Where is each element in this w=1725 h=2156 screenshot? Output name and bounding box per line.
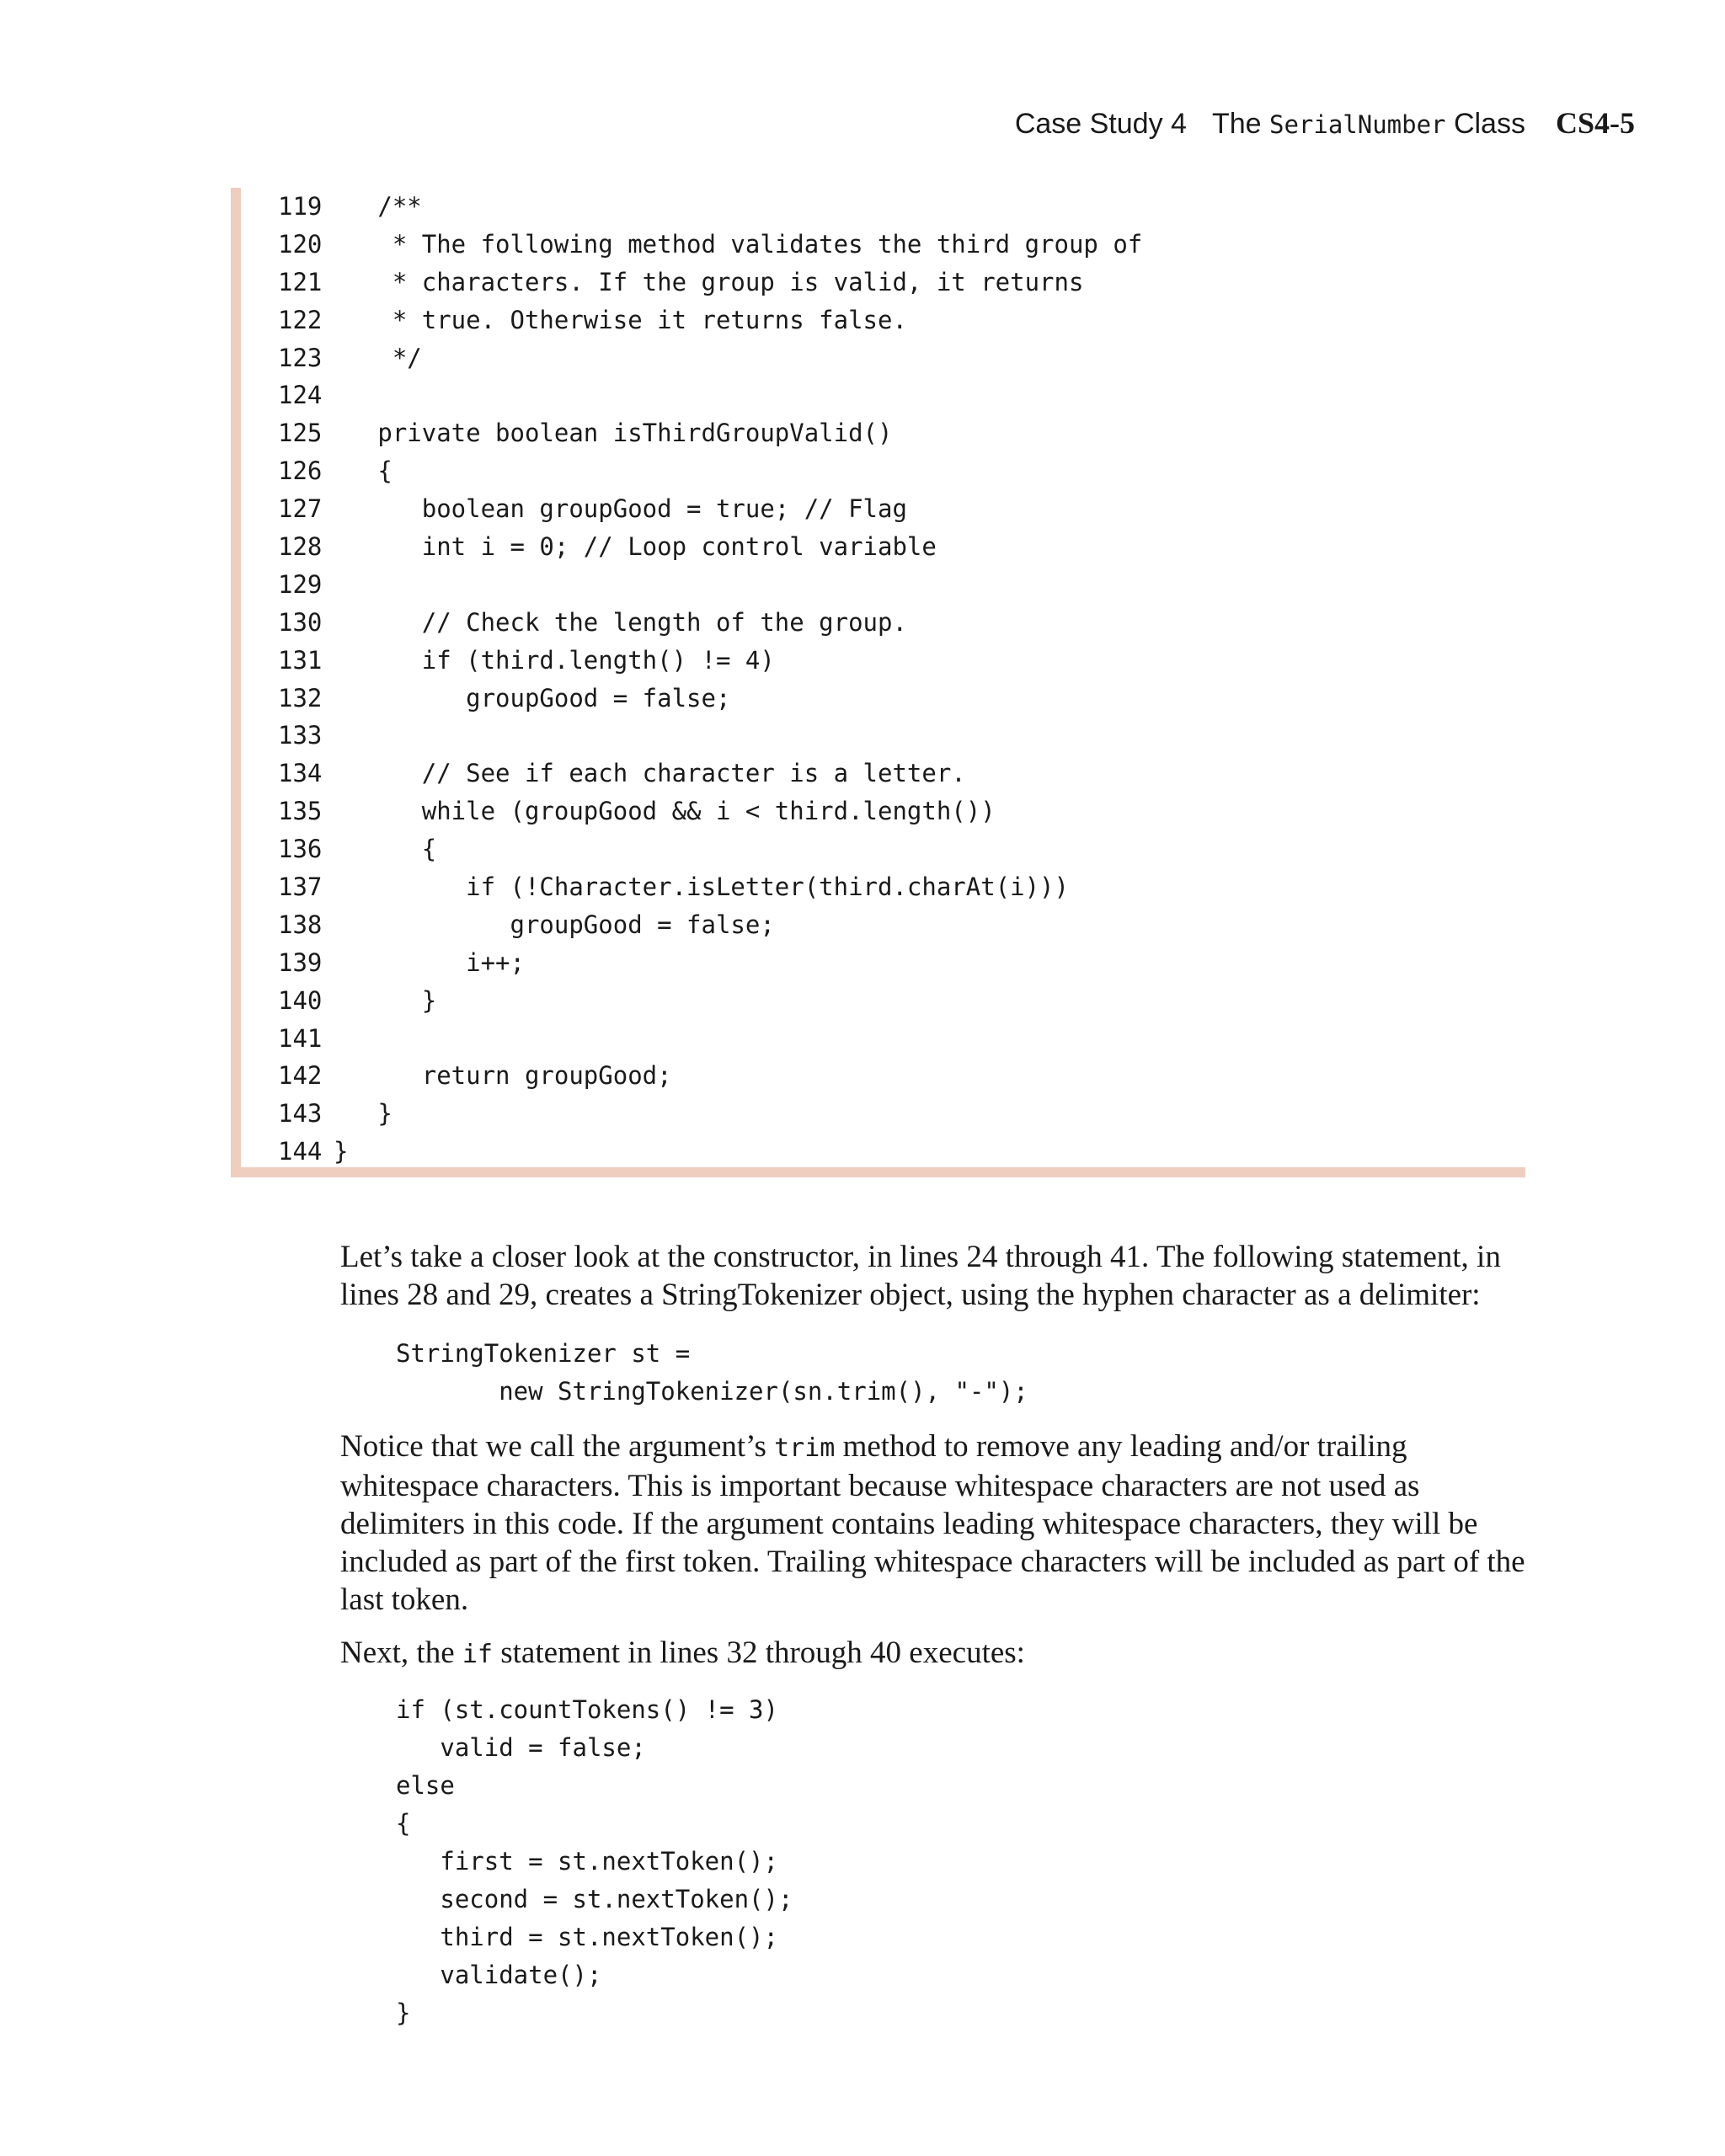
code-line — [278, 490, 1142, 528]
title-code: SerialNumber — [1268, 110, 1446, 139]
line-code: // Check the length of the group. — [334, 607, 907, 637]
line-number: 122 — [278, 305, 323, 334]
line-number: 129 — [278, 569, 323, 599]
line-number: 136 — [278, 835, 323, 864]
line-code: while (groupGood && i < third.length()) — [334, 797, 996, 826]
title-post: Class — [1453, 108, 1525, 140]
code-line — [278, 188, 1142, 226]
line-number: 120 — [278, 229, 323, 259]
code-line — [278, 1095, 1142, 1133]
code-line — [278, 680, 1142, 718]
line-number: 121 — [278, 267, 323, 296]
line-number: 131 — [278, 645, 323, 675]
line-code: * characters. If the group is valid, it returns — [334, 267, 1084, 296]
code-line — [278, 264, 1142, 302]
snippet-line: } — [396, 1999, 411, 2027]
line-code: groupGood = false; — [334, 910, 775, 939]
page-number: CS4-5 — [1555, 106, 1635, 140]
code-line — [278, 906, 1142, 944]
chapter-label: Case Study 4 — [1014, 108, 1187, 140]
code-line — [278, 642, 1142, 680]
para3-code: if — [462, 1640, 493, 1669]
code-snippet-if — [396, 1691, 793, 2032]
paragraph-constructor: Let’s take a closer look at the constructor, in lines 24 through 41. The following statement, in lines 28 and 29, creates a StringTokenizer object, using the hyphen character as a delimiter: — [340, 1240, 1501, 1312]
line-number: 123 — [278, 343, 323, 372]
para2-code: trim — [774, 1433, 836, 1463]
code-line — [278, 944, 1142, 982]
snippet-line: StringTokenizer st = — [396, 1339, 691, 1368]
snippet-line: new StringTokenizer(sn.trim(), "-"); — [396, 1377, 1028, 1406]
line-code: private boolean isThirdGroupValid() — [334, 419, 893, 448]
code-line — [278, 452, 1142, 490]
line-code: // See if each character is a letter. — [334, 759, 966, 788]
line-code: if (third.length() != 4) — [334, 645, 775, 675]
snippet-line: if (st.countTokens() != 3) — [396, 1695, 778, 1724]
line-code: } — [334, 1099, 393, 1129]
code-line — [278, 982, 1142, 1020]
paragraph-trim — [340, 1428, 1528, 1619]
running-header — [1015, 104, 1635, 143]
code-line — [278, 868, 1142, 906]
line-number: 132 — [278, 683, 323, 712]
code-line — [278, 339, 1142, 377]
line-number: 138 — [278, 910, 323, 939]
para3-pre: Next, the — [340, 1636, 455, 1670]
code-line — [278, 376, 1142, 414]
code-line — [278, 717, 1142, 755]
code-snippet-tokenizer — [396, 1335, 1028, 1411]
line-number: 135 — [278, 797, 323, 826]
line-code: groupGood = false; — [334, 683, 731, 712]
code-line — [278, 1020, 1142, 1058]
line-number: 126 — [278, 456, 323, 486]
code-line — [278, 830, 1142, 868]
line-code: * The following method validates the third group of — [334, 229, 1143, 259]
code-line — [278, 414, 1142, 452]
line-number: 142 — [278, 1061, 323, 1091]
line-code: boolean groupGood = true; // Flag — [334, 494, 907, 524]
code-line — [278, 792, 1142, 830]
line-code: } — [334, 985, 437, 1015]
line-code: } — [334, 1137, 349, 1166]
line-number: 125 — [278, 419, 323, 448]
line-number: 143 — [278, 1099, 323, 1129]
para2-pre: Notice that we call the argument’s — [340, 1429, 766, 1464]
line-number: 137 — [278, 873, 323, 902]
paragraph-if-statement — [340, 1634, 1528, 1673]
code-line — [278, 604, 1142, 642]
code-line — [278, 755, 1142, 792]
code-line — [278, 226, 1142, 264]
line-number: 141 — [278, 1023, 323, 1053]
line-number: 139 — [278, 947, 323, 977]
snippet-line: first = st.nextToken(); — [396, 1847, 778, 1876]
line-code: int i = 0; // Loop control variable — [334, 532, 937, 562]
line-code: { — [334, 456, 393, 486]
line-code: return groupGood; — [334, 1061, 672, 1091]
title-pre: The — [1211, 108, 1262, 140]
code-line — [278, 1057, 1142, 1095]
line-number: 124 — [278, 381, 323, 410]
para2-post: method to remove any leading and/or trailing whitespace characters. This is important because whitespace characters are not used as delimiters in this code. If the argument contains leading whitespace characters, they will be included as part of the first token. Trailing whitespace characters will be included as part of the last token. — [340, 1429, 1525, 1617]
line-code: i++; — [334, 947, 525, 977]
code-line — [278, 1133, 1142, 1171]
line-number: 144 — [278, 1137, 323, 1166]
line-code: /** — [334, 192, 422, 221]
snippet-line: third = st.nextToken(); — [396, 1923, 778, 1951]
snippet-line: validate(); — [396, 1961, 602, 1989]
line-number: 127 — [278, 494, 323, 524]
snippet-line: second = st.nextToken(); — [396, 1885, 793, 1913]
code-lines — [278, 188, 1142, 1171]
line-number: 119 — [278, 192, 323, 221]
code-listing — [231, 188, 1525, 1177]
para3-post: statement in lines 32 through 40 executes: — [500, 1636, 1025, 1670]
snippet-line: else — [396, 1771, 455, 1800]
line-code: */ — [334, 343, 422, 372]
snippet-line: { — [396, 1809, 411, 1838]
line-code: if (!Character.isLetter(third.charAt(i))) — [334, 873, 1069, 902]
line-number: 133 — [278, 721, 323, 750]
line-number: 130 — [278, 607, 323, 637]
line-number: 140 — [278, 985, 323, 1015]
code-line — [278, 528, 1142, 566]
line-number: 128 — [278, 532, 323, 562]
code-line — [278, 302, 1142, 339]
code-line — [278, 566, 1142, 604]
line-code: * true. Otherwise it returns false. — [334, 305, 907, 334]
line-code: { — [334, 835, 437, 864]
snippet-line: valid = false; — [396, 1733, 646, 1762]
line-number: 134 — [278, 759, 323, 788]
